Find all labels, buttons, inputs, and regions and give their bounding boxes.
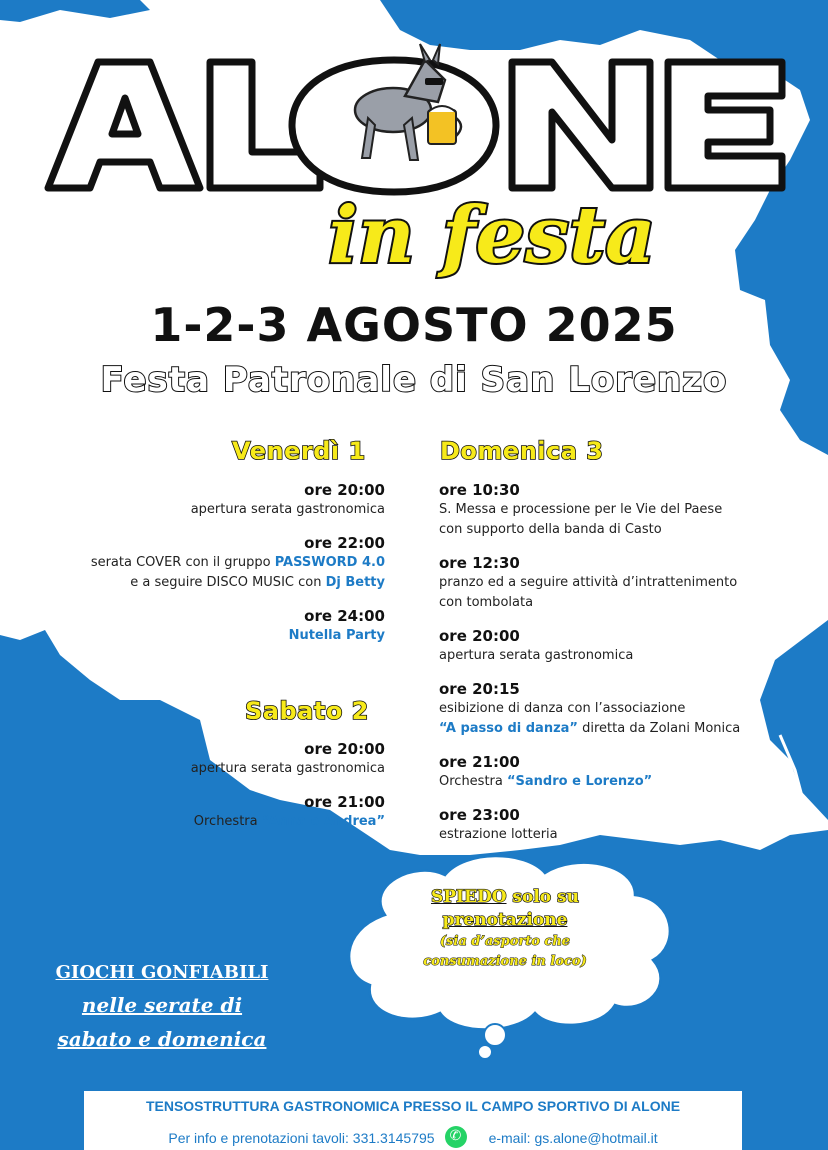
event-item: ore 24:00 Nutella Party	[288, 607, 385, 643]
event-item: ore 20:00 apertura serata gastronomica	[190, 481, 385, 517]
contact-line	[84, 1126, 742, 1148]
phone-info: Per info e prenotazioni tavoli: 331.3145795	[168, 1130, 435, 1146]
event-item: ore 23:00 estrazione lotteria	[439, 806, 558, 842]
event-item: ore 12:30 pranzo ed a seguire attività d’intrattenimento con tombolata	[439, 554, 738, 610]
event-item: ore 21:00 Orchestra “Sandro e Lorenzo”	[439, 753, 653, 789]
event-date: 1-2-3 AGOSTO 2025	[150, 298, 678, 352]
footer-box	[84, 1091, 742, 1150]
venue-line: TENSOSTRUTTURA GASTRONOMICA PRESSO IL CAMPO SPORTIVO DI ALONE	[145, 1098, 681, 1114]
event-subtitle: Festa Patronale di San Lorenzo	[100, 360, 728, 400]
day-header-domenica: Domenica 3	[440, 437, 604, 465]
event-item: ore 20:00 apertura serata gastronomica	[439, 627, 634, 663]
spiedo-notice: SPIEDO solo su prenotazione (sia d’asporto che consumazione in loco)	[423, 887, 587, 969]
email-info: e-mail: gs.alone@hotmail.it	[488, 1130, 658, 1146]
event-item: ore 20:15 esibizione di danza con l’associazione “A passo di danza” diretta da Zolani Monica	[439, 680, 741, 736]
schedule-venerdi	[60, 480, 385, 659]
whatsapp-icon	[445, 1126, 467, 1148]
event-item: ore 10:30 S. Messa e processione per le Vie del Paese con supporto della banda di Casto	[439, 481, 723, 537]
event-item: ore 22:00 serata COVER con il gruppo PASSWORD 4.0 e a seguire DISCO MUSIC con Dj Betty	[90, 534, 385, 590]
schedule-sabato	[60, 739, 385, 845]
title-in-festa: in festa	[328, 190, 656, 281]
event-item: ore 21:00 Orchestra “Anna e Andrea”	[193, 793, 385, 829]
day-header-sabato: Sabato 2	[245, 697, 369, 725]
day-header-venerdi: Venerdì 1	[232, 437, 366, 465]
title-graphic	[0, 0, 828, 290]
schedule-domenica	[439, 480, 779, 858]
event-item: ore 20:00 apertura serata gastronomica	[190, 740, 385, 776]
inflatable-games-notice: GIOCHI GONFIABILI nelle serate di sabato e domenica	[55, 962, 269, 1051]
